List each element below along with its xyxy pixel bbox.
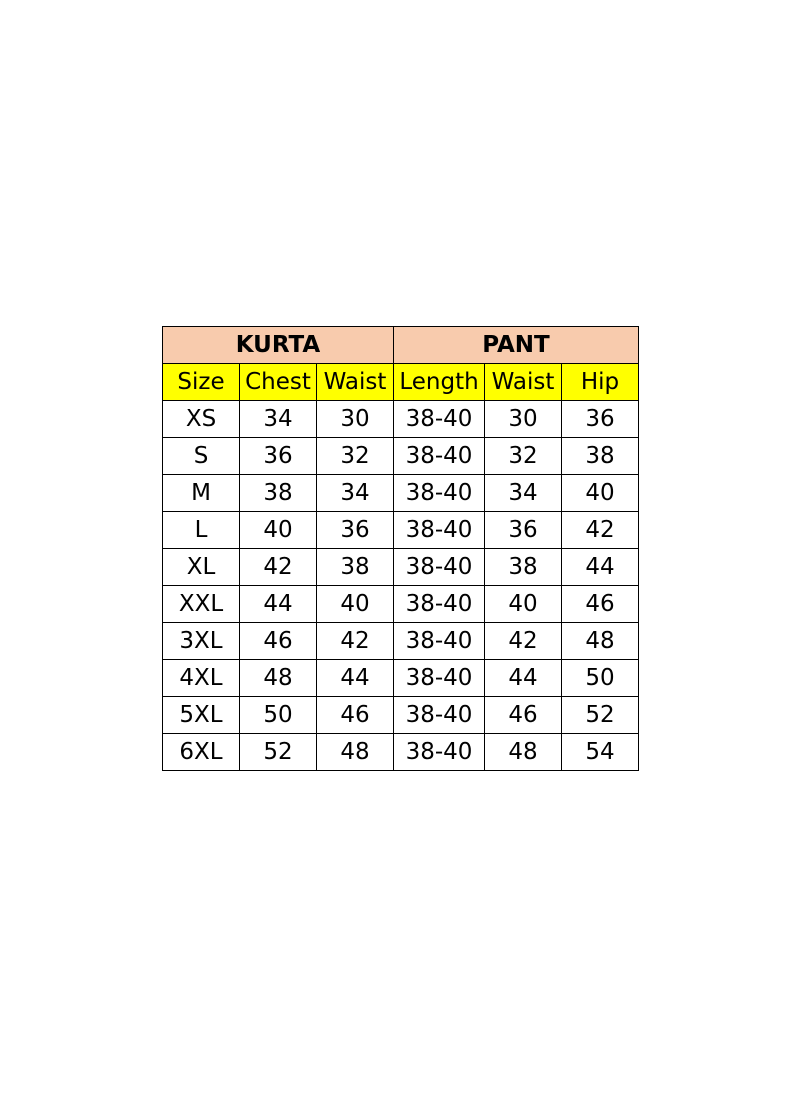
table-row <box>163 549 639 586</box>
chest-cell: 40 <box>240 512 317 549</box>
size-cell: 3XL <box>163 623 240 660</box>
size-cell: S <box>163 438 240 475</box>
pant-waist-cell: 42 <box>485 623 562 660</box>
chest-cell: 46 <box>240 623 317 660</box>
column-header-kurta-waist: Waist <box>317 364 394 401</box>
size-cell: L <box>163 512 240 549</box>
length-cell: 38-40 <box>394 549 485 586</box>
hip-cell: 54 <box>562 734 639 771</box>
chest-cell: 36 <box>240 438 317 475</box>
column-header-hip: Hip <box>562 364 639 401</box>
kurta-waist-cell: 38 <box>317 549 394 586</box>
hip-cell: 36 <box>562 401 639 438</box>
table-row <box>163 512 639 549</box>
kurta-waist-cell: 30 <box>317 401 394 438</box>
pant-waist-cell: 38 <box>485 549 562 586</box>
pant-waist-cell: 48 <box>485 734 562 771</box>
hip-cell: 40 <box>562 475 639 512</box>
length-cell: 38-40 <box>394 734 485 771</box>
length-cell: 38-40 <box>394 586 485 623</box>
chest-cell: 50 <box>240 697 317 734</box>
size-cell: 5XL <box>163 697 240 734</box>
column-header-row <box>163 364 639 401</box>
pant-waist-cell: 30 <box>485 401 562 438</box>
size-cell: XL <box>163 549 240 586</box>
pant-waist-cell: 44 <box>485 660 562 697</box>
hip-cell: 42 <box>562 512 639 549</box>
table-row <box>163 475 639 512</box>
length-cell: 38-40 <box>394 438 485 475</box>
length-cell: 38-40 <box>394 660 485 697</box>
hip-cell: 48 <box>562 623 639 660</box>
size-cell: M <box>163 475 240 512</box>
hip-cell: 50 <box>562 660 639 697</box>
chest-cell: 44 <box>240 586 317 623</box>
pant-waist-cell: 46 <box>485 697 562 734</box>
size-cell: 4XL <box>163 660 240 697</box>
length-cell: 38-40 <box>394 512 485 549</box>
table-row <box>163 697 639 734</box>
chest-cell: 52 <box>240 734 317 771</box>
pant-group-header: PANT <box>394 327 639 364</box>
pant-waist-cell: 40 <box>485 586 562 623</box>
table-row <box>163 623 639 660</box>
table-row <box>163 660 639 697</box>
size-cell: XS <box>163 401 240 438</box>
kurta-waist-cell: 46 <box>317 697 394 734</box>
group-header-row <box>163 327 639 364</box>
kurta-waist-cell: 34 <box>317 475 394 512</box>
size-cell: 6XL <box>163 734 240 771</box>
column-header-chest: Chest <box>240 364 317 401</box>
kurta-waist-cell: 48 <box>317 734 394 771</box>
length-cell: 38-40 <box>394 475 485 512</box>
pant-waist-cell: 36 <box>485 512 562 549</box>
column-header-size: Size <box>163 364 240 401</box>
kurta-waist-cell: 36 <box>317 512 394 549</box>
hip-cell: 52 <box>562 697 639 734</box>
kurta-waist-cell: 32 <box>317 438 394 475</box>
column-header-pant-waist: Waist <box>485 364 562 401</box>
table-row <box>163 401 639 438</box>
table-row <box>163 734 639 771</box>
table-row <box>163 438 639 475</box>
chest-cell: 38 <box>240 475 317 512</box>
size-chart-table <box>162 326 639 771</box>
table-row <box>163 586 639 623</box>
length-cell: 38-40 <box>394 697 485 734</box>
hip-cell: 38 <box>562 438 639 475</box>
pant-waist-cell: 32 <box>485 438 562 475</box>
pant-waist-cell: 34 <box>485 475 562 512</box>
kurta-waist-cell: 40 <box>317 586 394 623</box>
kurta-waist-cell: 44 <box>317 660 394 697</box>
hip-cell: 44 <box>562 549 639 586</box>
chest-cell: 42 <box>240 549 317 586</box>
chest-cell: 48 <box>240 660 317 697</box>
kurta-waist-cell: 42 <box>317 623 394 660</box>
size-chart-body <box>163 327 639 771</box>
hip-cell: 46 <box>562 586 639 623</box>
length-cell: 38-40 <box>394 623 485 660</box>
column-header-length: Length <box>394 364 485 401</box>
chest-cell: 34 <box>240 401 317 438</box>
length-cell: 38-40 <box>394 401 485 438</box>
size-cell: XXL <box>163 586 240 623</box>
kurta-group-header: KURTA <box>163 327 394 364</box>
